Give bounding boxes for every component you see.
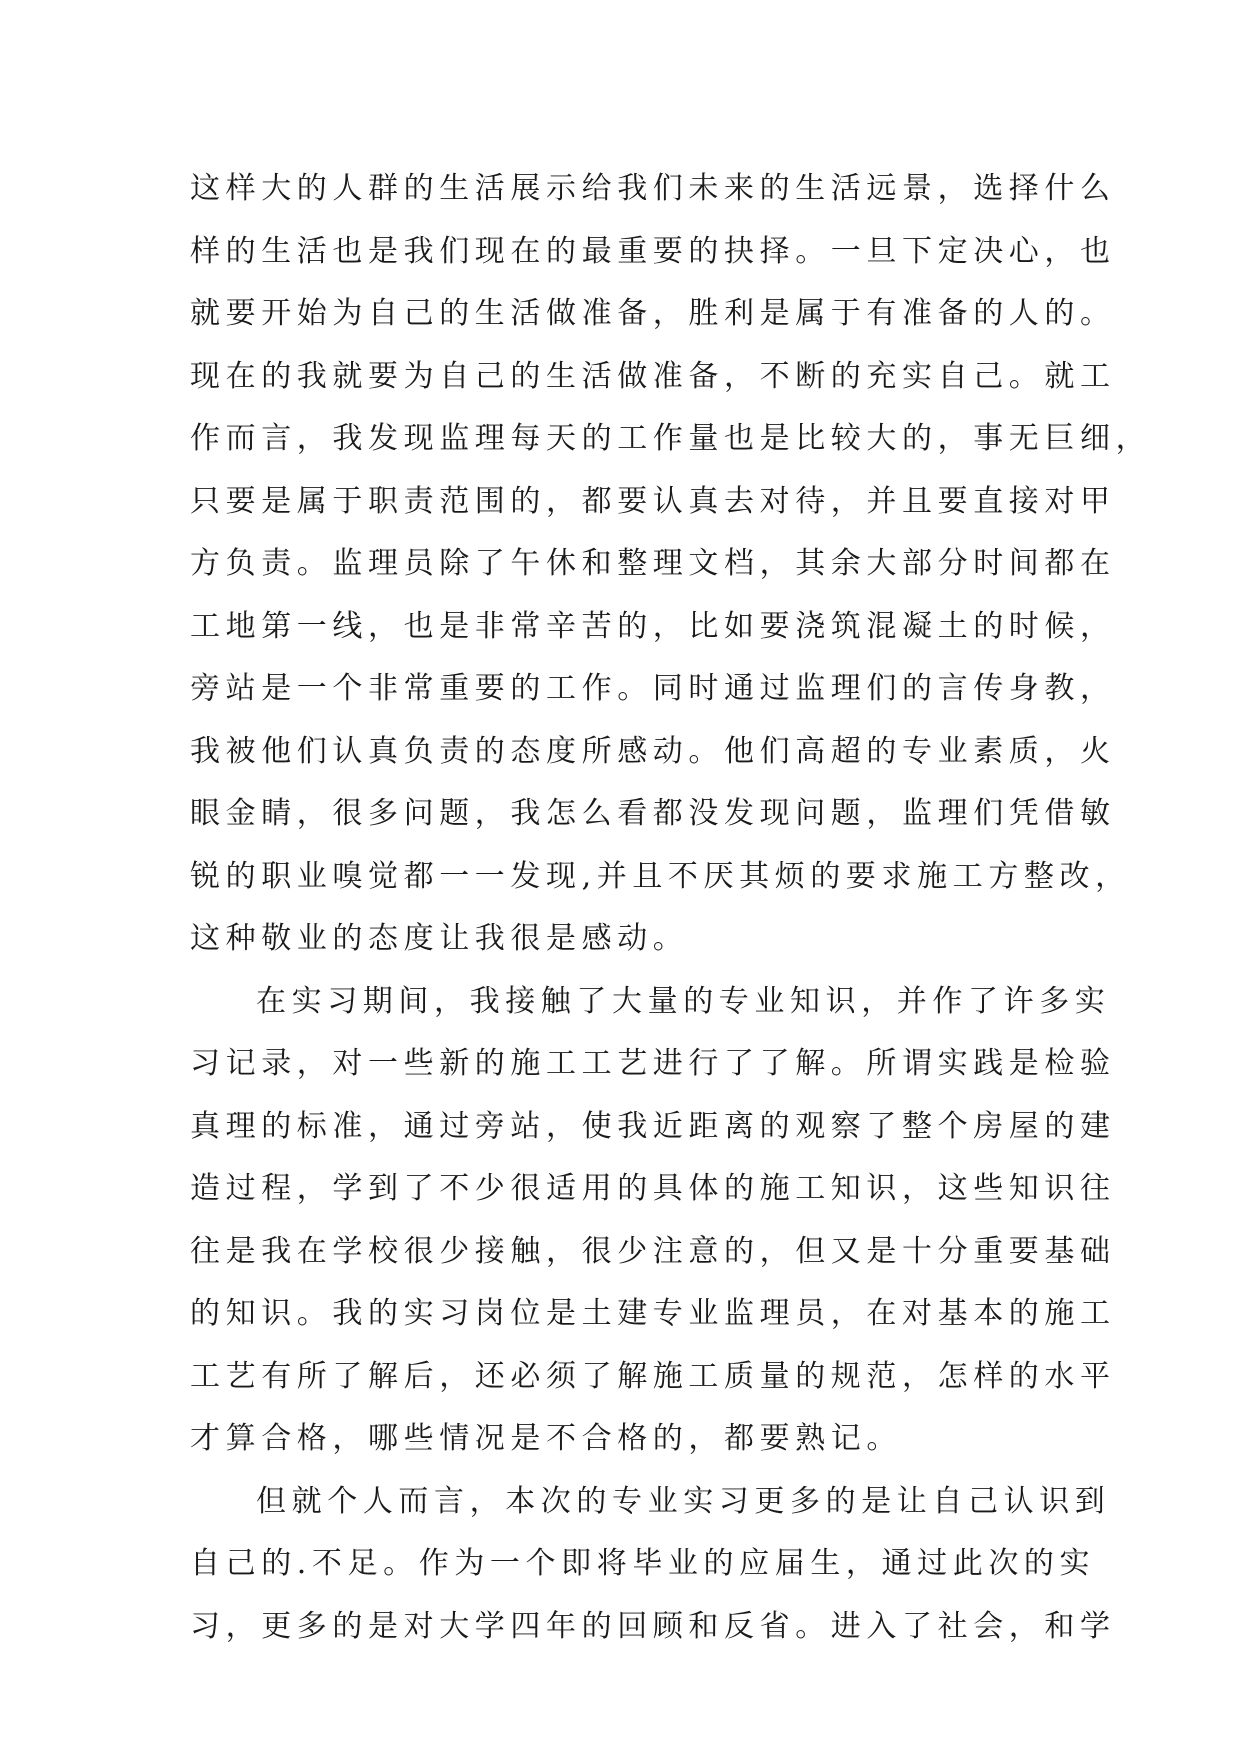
- text-line: 只要是属于职责范围的，都要认真去对待，并且要直接对甲: [190, 483, 1116, 519]
- text-line: 习记录，对一些新的施工工艺进行了了解。所谓实践是检验: [190, 1046, 1116, 1081]
- body-text: [190, 158, 1152, 1658]
- text-line: 作而言，我发现监理每天的工作量也是比较大的，事无巨细，: [190, 421, 1152, 456]
- text-line: 造过程，学到了不少很适用的具体的施工知识，这些知识往: [190, 1171, 1116, 1206]
- text-line: 自己的.不足。作为一个即将毕业的应届生，通过此次的实: [190, 1546, 1096, 1581]
- text-line: 眼金睛，很多问题，我怎么看都没发现问题，监理们凭借敏: [190, 796, 1116, 831]
- text-line: 往是我在学校很少接触，很少注意的，但又是十分重要基础: [190, 1233, 1116, 1269]
- text-line: 习，更多的是对大学四年的回顾和反省。进入了社会，和学: [190, 1608, 1116, 1644]
- text-line: 工地第一线，也是非常辛苦的，比如要浇筑混凝土的时候，: [190, 608, 1116, 644]
- text-line: 现在的我就要为自己的生活做准备，不断的充实自己。就工: [190, 358, 1116, 394]
- paragraph-start-line: 在实习期间，我接触了大量的专业知识，并作了许多实: [256, 983, 1111, 1019]
- text-line: 这样大的人群的生活展示给我们未来的生活远景，选择什么: [190, 171, 1116, 206]
- text-line: 的知识。我的实习岗位是土建专业监理员，在对基本的施工: [190, 1296, 1116, 1331]
- text-line: 我被他们认真负责的态度所感动。他们高超的专业素质，火: [190, 733, 1116, 769]
- text-line: 工艺有所了解后，还必须了解施工质量的规范，怎样的水平: [190, 1358, 1116, 1394]
- text-line: 样的生活也是我们现在的最重要的抉择。一旦下定决心，也: [190, 233, 1116, 269]
- paragraph-start-line: 但就个人而言，本次的专业实习更多的是让自己认识到: [256, 1483, 1111, 1519]
- text-line: 旁站是一个非常重要的工作。同时通过监理们的言传身教，: [190, 671, 1116, 706]
- text-line: 这种敬业的态度让我很是感动。: [190, 921, 689, 956]
- text-line: 才算合格，哪些情况是不合格的，都要熟记。: [190, 1421, 902, 1456]
- text-line: 锐的职业嗅觉都一一发现,并且不厌其烦的要求施工方整改，: [190, 858, 1131, 894]
- text-line: 就要开始为自己的生活做准备，胜利是属于有准备的人的。: [190, 296, 1116, 331]
- text-line: 方负责。监理员除了午休和整理文档，其余大部分时间都在: [190, 546, 1116, 581]
- text-line: 真理的标准，通过旁站，使我近距离的观察了整个房屋的建: [190, 1108, 1116, 1144]
